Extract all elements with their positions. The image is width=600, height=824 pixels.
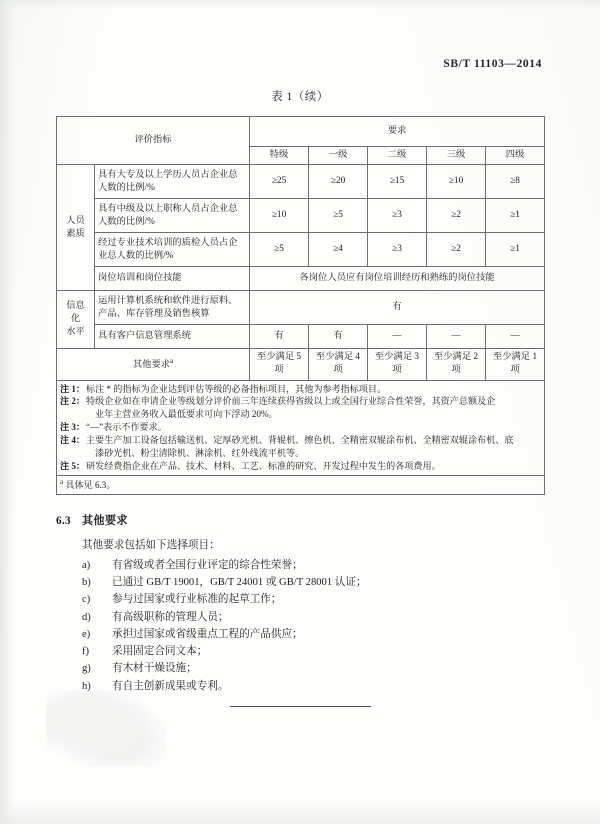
table-head-row-main <box>57 117 545 147</box>
note-item <box>60 395 541 408</box>
value-cell: ≥20 <box>309 165 368 199</box>
table-row <box>57 267 545 291</box>
note-item <box>60 434 541 447</box>
table-body <box>57 165 545 495</box>
header-level-4: 四级 <box>486 147 545 165</box>
list-item-label: 已通过 GB/T 19001，GB/T 24001 或 GB/T 28001 认证； <box>112 577 367 589</box>
value-cell: ≥8 <box>486 165 545 199</box>
list-item-label: 有省级或者全国行业评定的综合性荣誉； <box>112 560 303 571</box>
list-item-label: 有高级职称的管理人员； <box>112 611 229 623</box>
list-item-label: 采用固定合同文本； <box>112 646 208 658</box>
scan-edge-bottom <box>0 798 600 824</box>
note-item <box>60 421 541 434</box>
note-text-continued: 业年主营业务收入最低要求可向下浮动 20%。 <box>95 409 278 420</box>
group-label-line-1: 人员 <box>66 215 85 226</box>
note-text: 标注 * 的指标为企业达到评估等级的必备指标项目，其他为参考指标项目。 <box>86 383 387 394</box>
list-item <box>82 663 572 675</box>
note-text: “—”表示不作要求。 <box>86 422 167 433</box>
page-bottom-rule <box>230 706 371 707</box>
index-item-education-ratio: 具有大专及以上学历人员占企业总人数的比例/% <box>95 165 250 199</box>
table-row-notes <box>57 380 545 475</box>
header-level-3: 三级 <box>427 147 486 165</box>
list-item <box>82 577 572 589</box>
list-item-marker: b) <box>82 577 91 589</box>
list-item <box>82 594 572 606</box>
note-label: 注 2： <box>60 396 86 407</box>
list-item <box>82 681 572 693</box>
index-item-post-training: 岗位培训和岗位技能 <box>95 267 250 291</box>
table-row <box>57 199 545 233</box>
standard-number-header: SB/T 11103—2014 <box>443 58 542 70</box>
table-head <box>57 117 545 165</box>
list-item-marker: e) <box>82 628 91 640</box>
footnote-marker: a <box>60 477 64 486</box>
note-label: 注 4： <box>60 435 86 446</box>
note-text: 研发经费指企业在产品、技术、材料、工艺、标准的研究、开发过程中发生的各项费用。 <box>86 461 441 471</box>
list-item-marker: d) <box>82 611 91 623</box>
value-cell: ≥3 <box>368 199 427 233</box>
header-level-1: 一级 <box>309 147 368 165</box>
table-row <box>57 165 545 199</box>
value-cell: — <box>368 325 427 349</box>
group-label-line-2: 化 <box>70 314 81 325</box>
value-cell: ≥2 <box>427 233 486 267</box>
other-requirement-label: 其他要求 <box>132 359 171 370</box>
value-cell: 至少满足 5 项 <box>250 349 309 380</box>
table-row <box>57 325 545 349</box>
other-requirements-list <box>56 560 572 698</box>
value-cell: ≥25 <box>250 165 309 199</box>
list-item-marker: f) <box>82 646 90 658</box>
list-item <box>82 646 572 658</box>
value-cell: ≥2 <box>427 199 486 233</box>
value-cell: 有 <box>250 325 309 349</box>
table-caption: 表 1（续） <box>271 91 329 103</box>
list-item <box>82 560 572 572</box>
value-cell: ≥5 <box>309 199 368 233</box>
header-requirement: 要求 <box>250 117 545 147</box>
group-label-line-1: 信息 <box>66 300 85 311</box>
list-item <box>82 629 572 641</box>
header-evaluation-index: 评价指标 <box>57 117 250 165</box>
index-item-title-ratio: 具有中级及以上职称人员占企业总人数的比例/% <box>95 199 250 233</box>
group-label-personnel <box>57 165 95 291</box>
value-cell: 有 <box>309 325 368 349</box>
list-item-label: 参与过国家或行业标准的起草工作； <box>112 594 282 606</box>
index-item-computer-system: 运用计算机系统和软件进行原料、产品、库存管理及销售核算 <box>95 291 250 325</box>
value-cell: ≥1 <box>486 199 545 233</box>
scan-edge-left <box>0 0 14 824</box>
value-cell-spanned: 各岗位人员应有岗位培训经历和熟练的岗位技能 <box>250 267 545 291</box>
value-cell: 至少满足 2 项 <box>427 349 486 380</box>
other-requirement-footnote-marker: a <box>170 356 174 365</box>
scan-watermark <box>46 690 166 766</box>
section-title: 其他要求 <box>81 515 128 527</box>
value-cell: ≥10 <box>250 199 309 233</box>
note-label: 注 3： <box>60 422 86 433</box>
group-label-line-3: 水平 <box>66 327 85 338</box>
value-cell: — <box>427 325 486 349</box>
value-cell: ≥1 <box>486 233 545 267</box>
footnote-text: 具体见 6.3。 <box>65 479 116 490</box>
note-item <box>60 383 541 396</box>
value-cell: ≥5 <box>250 233 309 267</box>
value-cell: ≥15 <box>368 165 427 199</box>
scan-edge-top <box>0 0 600 10</box>
table-row-footnote <box>57 475 545 494</box>
value-cell: ≥10 <box>427 165 486 199</box>
header-level-2: 二级 <box>368 147 427 165</box>
list-item <box>82 612 572 624</box>
table-row <box>57 291 545 325</box>
section-intro-text: 其他要求包括如下选择项目： <box>82 540 220 551</box>
list-item-marker: c) <box>82 594 91 606</box>
note-item <box>60 460 541 473</box>
table-row <box>57 233 545 267</box>
value-cell: — <box>486 325 545 349</box>
table-notes-block <box>57 380 545 475</box>
index-item-qc-training-ratio: 经过专业技术培训的质检人员占企业总人数的比例/% <box>95 233 250 267</box>
index-item-other-requirement <box>57 349 250 380</box>
note-text: 主要生产加工设备包括输送机、定厚砂光机、背辊机、擦色机、全精密双辊涂布机、全精密双辊涂布机、底 <box>86 435 514 446</box>
value-cell: 至少满足 4 项 <box>309 349 368 380</box>
list-item-marker: g) <box>82 663 91 675</box>
list-item-marker: h) <box>82 680 91 692</box>
evaluation-index-table <box>56 116 545 495</box>
section-number: 6.3 <box>56 515 71 527</box>
list-item-label: 承担过国家或省级重点工程的产品供应； <box>112 628 303 640</box>
spec-table-container <box>56 116 545 495</box>
note-label: 注 1： <box>60 383 86 394</box>
value-cell: ≥4 <box>309 233 368 267</box>
table-footnote <box>57 475 545 494</box>
value-cell-spanned: 有 <box>250 291 545 325</box>
group-label-line-2: 素质 <box>66 228 85 239</box>
group-label-informatization <box>57 291 95 349</box>
note-text-continued: 漆砂光机、粉尘清除机、淋涂机、红外线流平机等。 <box>95 448 305 459</box>
note-text: 特级企业如在申请企业等级划分评价前三年连续获得省级以上或全国行业综合性荣誉，其资产总额及企 <box>86 396 496 407</box>
section-heading <box>56 512 546 528</box>
list-item-marker: a) <box>82 560 91 571</box>
note-label: 注 5： <box>60 461 86 471</box>
index-item-customer-info-system: 具有客户信息管理系统 <box>95 325 250 349</box>
list-item-label: 有木材干燥设施； <box>112 663 197 675</box>
header-level-0: 特级 <box>250 147 309 165</box>
list-item-label: 有自主创新成果或专利。 <box>112 680 229 692</box>
table-row-other-requirement <box>57 349 545 380</box>
value-cell: 至少满足 3 项 <box>368 349 427 380</box>
value-cell: 至少满足 1 项 <box>486 349 545 380</box>
value-cell: ≥3 <box>368 233 427 267</box>
